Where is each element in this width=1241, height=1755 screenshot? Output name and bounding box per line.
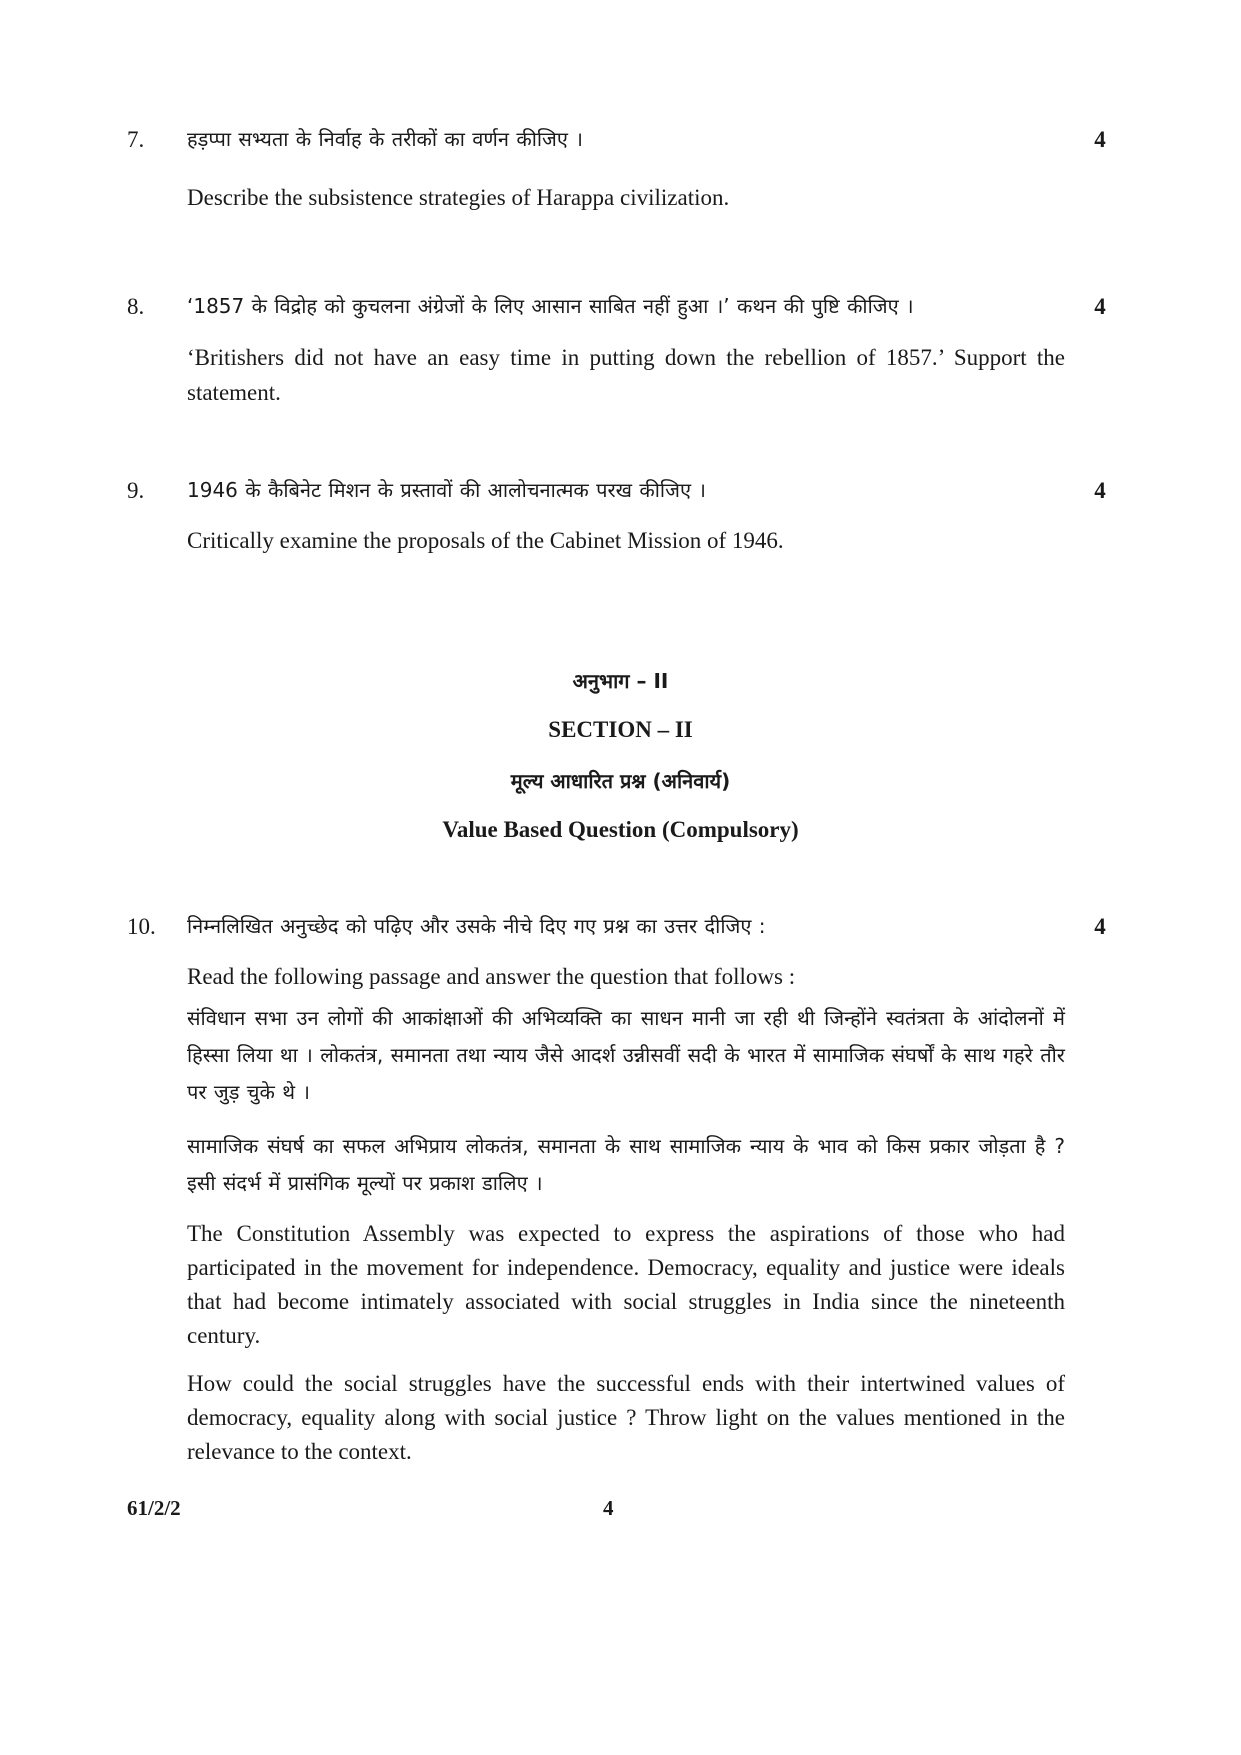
question-marks: 4 xyxy=(1094,127,1106,152)
question-number: 7. xyxy=(127,127,145,152)
section-hindi-subtitle: मूल्य आधारित प्रश्न (अनिवार्य) xyxy=(510,769,731,793)
section-english-subtitle: Value Based Question (Compulsory) xyxy=(442,817,799,842)
question-marks: 4 xyxy=(1094,478,1106,503)
question-hindi-instruction: निम्नलिखित अनुच्छेद को पढ़िए और उसके नीचे दिए गए प्रश्न का उत्तर दीजिए : xyxy=(187,914,766,938)
hindi-passage: संविधान सभा उन लोगों की आकांक्षाओं की अभिव्यक्ति का साधन मानी जा रही थी जिन्होंने स्वतंत्रता के आंदोलनों में हिस्सा लिया था । लोकतंत्र, समानता तथा न्याय जैसे आदर्श उन्नीसवीं सदी के भारत में सामाजिक संघर्षों के साथ गहरे तौर पर जुड़ चुके थे । xyxy=(187,1006,1065,1104)
question-english-text: ‘Britishers did not have an easy time in putting down the rebellion of 1857.’ Support the statement. xyxy=(187,345,1065,405)
section-english-title: SECTION – II xyxy=(548,717,693,742)
section-hindi-title: अनुभाग – II xyxy=(572,669,669,693)
hindi-question: सामाजिक संघर्ष का सफल अभिप्राय लोकतंत्र, समानता के साथ सामाजिक न्याय के भाव को किस प्रकार जोड़ता है ? इसी संदर्भ में प्रासंगिक मूल्यों पर प्रकाश डालिए । xyxy=(187,1134,1065,1195)
question-number: 10. xyxy=(127,914,156,939)
page-number: 4 xyxy=(603,1496,614,1520)
question-hindi-text: ‘1857 के विद्रोह को कुचलना अंग्रेजों के लिए आसान साबित नहीं हुआ ।’ कथन की पुष्टि कीजिए । xyxy=(187,294,914,318)
question-marks: 4 xyxy=(1094,914,1106,939)
question-marks: 4 xyxy=(1094,294,1106,319)
question-english-instruction: Read the following passage and answer the question that follows : xyxy=(187,964,796,989)
question-hindi-text: 1946 के कैबिनेट मिशन के प्रस्तावों की आलोचनात्मक परख कीजिए । xyxy=(187,478,706,502)
question-hindi-text: हड़प्पा सभ्यता के निर्वाह के तरीकों का वर्णन कीजिए । xyxy=(187,127,583,151)
question-english-text: Critically examine the proposals of the Cabinet Mission of 1946. xyxy=(187,528,784,553)
question-number: 8. xyxy=(127,294,145,319)
question-number: 9. xyxy=(127,478,145,503)
question-english-text: Describe the subsistence strategies of Harappa civilization. xyxy=(187,185,730,210)
english-passage: The Constitution Assembly was expected to express the aspirations of those who had participated in the movement for independence. Democracy, equality and justice were ideals that had become intimately associated with social struggles in India since the nineteenth century. xyxy=(187,1221,1065,1348)
english-question: How could the social struggles have the successful ends with their intertwined values of democracy, equality along with social justice ? Throw light on the values mentioned in the relevance to the context. xyxy=(187,1371,1065,1464)
paper-code: 61/2/2 xyxy=(127,1496,181,1520)
